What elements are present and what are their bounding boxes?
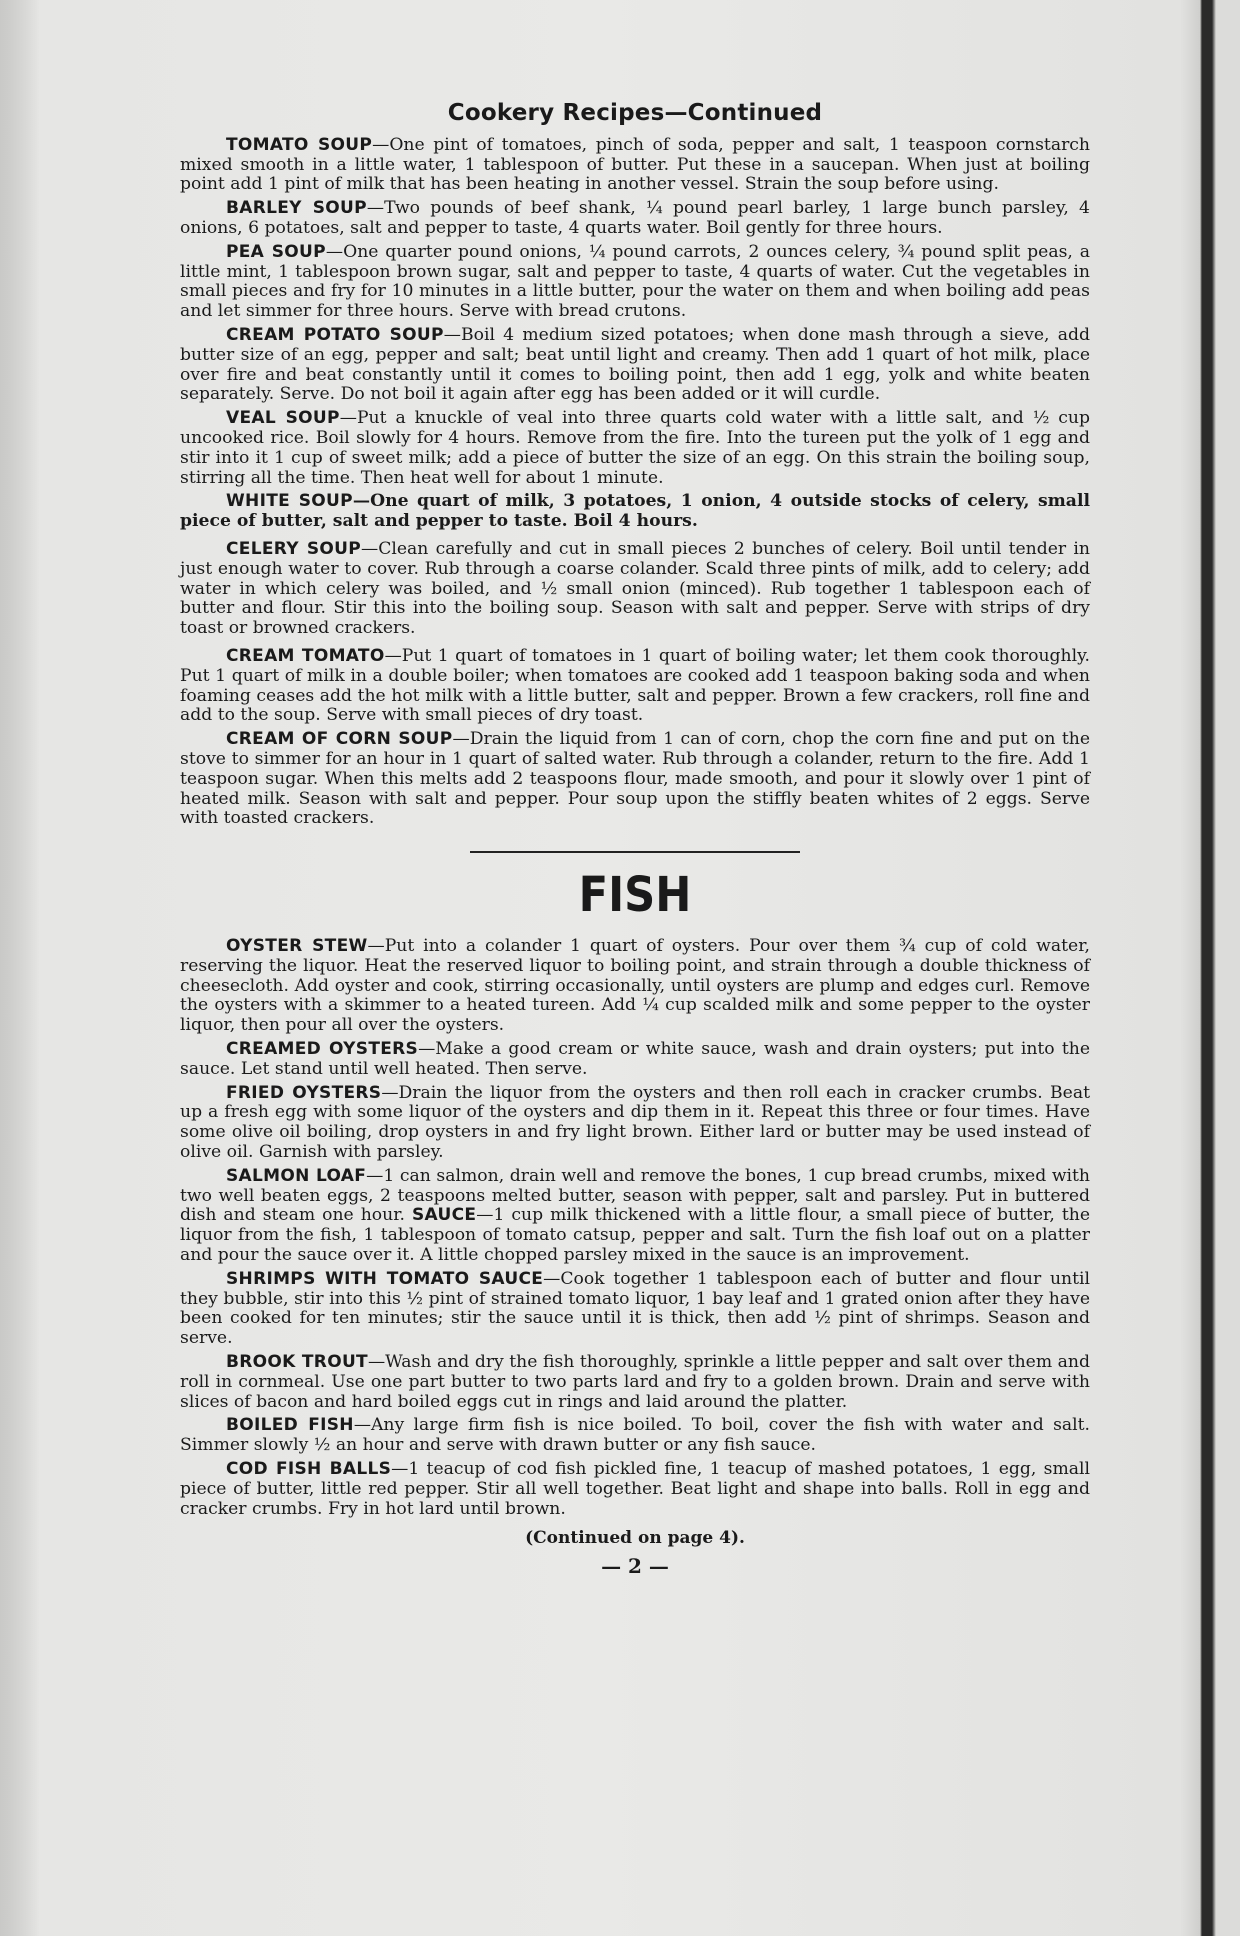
recipe-text: —Drain the liquor from the oysters and then roll each in cracker crumbs. Beat up a fresh egg with some liquor of the oysters and dip them in it. Repeat this three or four times. Have some olive oil boiling, drop oysters in and fry light brown. Either lard or butter may be used instead of olive oil. Garnish with parsley. (180, 1082, 1090, 1163)
recipe-text: —Boil 4 medium sized potatoes; when done mash through a sieve, add butter size of an egg, pepper and salt; beat until light and creamy. Then add 1 quart of hot milk, place over fire and beat constantly until it comes to boiling point, then add 1 egg, yolk and white beaten separately. Serve. Do not boil it again after egg has been added or it will curdle. (180, 324, 1090, 405)
recipe-title: CREAM OF CORN SOUP (226, 729, 453, 750)
recipe-tomato-soup (180, 136, 1090, 195)
recipe-title: SHRIMPS WITH TOMATO SAUCE (226, 1268, 544, 1289)
recipe-veal-soup (180, 409, 1090, 488)
recipe-title: CREAM TOMATO (226, 645, 385, 666)
recipe-title: BARLEY SOUP (226, 198, 367, 219)
recipe-celery-soup (180, 540, 1090, 639)
recipe-creamed-oysters (180, 1040, 1090, 1080)
recipe-cream-tomato (180, 647, 1090, 726)
section-heading-fish: FISH (578, 867, 692, 924)
recipe-title: VEAL SOUP (226, 408, 340, 429)
recipe-title: PEA SOUP (226, 241, 326, 262)
recipe-text: —Put into a colander 1 quart of oysters. Pour over them ¾ cup of cold water, reserving the liquor. Heat the reserved liquor to boiling point, and strain through a double thickness of cheesecloth. Add oyster and cook, stirring occasionally, until oysters are plump and edges curl. Remove the oysters with a skimmer to a heated tureen. Add ¼ cup scalded milk and some pepper to the oyster liquor, then pour all over the oysters. (180, 936, 1090, 1036)
recipe-text: —1 teacup of cod fish pickled fine, 1 teacup of mashed potatoes, 1 egg, small piece of butter, little red pepper. Stir all well together. Beat light and shape into balls. Roll in egg and cracker crumbs. Fry in hot lard until brown. (180, 1459, 1090, 1519)
recipe-title: TOMATO SOUP (226, 134, 373, 155)
recipe-title: WHITE SOUP (226, 491, 353, 512)
recipe-title: FRIED OYSTERS (226, 1082, 382, 1103)
recipe-text: —One quart of milk, 3 potatoes, 1 onion, 4 outside stocks of celery, small piece of butter, salt and pepper to taste. Boil 4 hours. (180, 491, 1091, 532)
page-number: — 2 — (601, 1554, 669, 1579)
recipe-title: SALMON LOAF (226, 1165, 367, 1186)
recipe-cream-of-corn-soup (180, 730, 1090, 829)
recipe-title: CREAMED OYSTERS (226, 1039, 419, 1060)
recipe-cream-potato-soup (180, 326, 1090, 405)
recipe-text: —One quarter pound onions, ¼ pound carrots, 2 ounces celery, ¾ pound split peas, a little mint, 1 tablespoon brown sugar, salt and pepper to taste, 4 quarts of water. Cut the vegetables in small pieces and fry for 10 minutes in a little butter, pour the water on them and when boiling add peas and let simmer for three hours. Serve with bread crutons. (180, 241, 1090, 322)
recipe-title: OYSTER STEW (226, 936, 368, 957)
recipe-fried-oysters (180, 1084, 1090, 1163)
sauce-title: SAUCE (411, 1205, 477, 1226)
recipe-text: —Make a good cream or white sauce, wash and drain oysters; put into the sauce. Let stand until well heated. Then serve. (180, 1039, 1090, 1079)
recipe-text: —Any large firm fish is nice boiled. To boil, cover the fish with water and salt. Simmer slowly ½ an hour and serve with drawn butter or any fish sauce. (180, 1415, 1091, 1456)
section-divider (470, 851, 800, 853)
recipe-text: —Drain the liquid from 1 can of corn, chop the corn fine and put on the stove to simmer for an hour in 1 quart of salted water. Rub through a colander, return to the fire. Add 1 teaspoon sugar. When this melts add 2 teaspoons flour, made smooth, and pour it slowly over 1 pint of heated milk. Season with salt and pepper. Pour soup upon the stiffly beaten whites of 2 eggs. Serve with toasted crackers. (180, 729, 1090, 829)
recipe-text: —Wash and dry the fish thoroughly, sprinkle a little pepper and salt over them and roll in cornmeal. Use one part butter to two parts lard and fry to a golden brown. Drain and serve with slices of bacon and hard boiled eggs cut in rings and laid around the platter. (180, 1352, 1090, 1412)
recipe-boiled-fish (180, 1416, 1090, 1456)
page-heading: Cookery Recipes—Continued (447, 100, 823, 126)
recipe-text: —Put a knuckle of veal into three quarts cold water with a little salt, and ½ cup uncooked rice. Boil slowly for 4 hours. Remove from the fire. Into the tureen put the yolk of 1 egg and stir into it 1 cup of sweet milk; add a piece of butter the size of an egg. On this strain the boiling soup, stirring all the time. Then heat well for about 1 minute. (180, 408, 1090, 488)
recipe-oyster-stew (180, 937, 1090, 1036)
recipe-pea-soup (180, 243, 1090, 322)
sauce-text: —1 cup milk thickened with a little flour, a small piece of butter, the liquor from the fish, 1 tablespoon of tomato catsup, pepper and salt. Turn the fish loaf out on a platter and pour the sauce over it. A little chopped parsley mixed in the sauce is an improvement. (180, 1205, 1090, 1266)
recipe-text: —Clean carefully and cut in small pieces 2 bunches of celery. Boil until tender in just enough water to cover. Rub through a coarse colander. Scald three pints of milk, add to celery; add water in which celery was boiled, and ½ small onion (minced). Rub together 1 tablespoon each of butter and flour. Stir this into the boiling soup. Season with salt and pepper. Serve with strips of dry toast or browned crackers. (180, 538, 1090, 639)
recipe-title: COD FISH BALLS (226, 1459, 392, 1480)
recipe-brook-trout (180, 1353, 1090, 1412)
continued-note: (Continued on page 4). (525, 1528, 745, 1549)
recipe-text: —Two pounds of beef shank, ¼ pound pearl barley, 1 large bunch parsley, 4 onions, 6 potatoes, salt and pepper to taste, 4 quarts water. Boil gently for three hours. (180, 198, 1090, 238)
recipe-barley-soup (180, 199, 1090, 239)
recipe-shrimps-with-tomato-sauce (180, 1270, 1090, 1349)
recipe-text: —Put 1 quart of tomatoes in 1 quart of boiling water; let them cook thoroughly. Put 1 quart of milk in a double boiler; when tomatoes are cooked add 1 teaspoon baking soda and when foaming ceases add the hot milk with a little butter, salt and pepper. Brown a few crackers, roll fine and add to the soup. Serve with small pieces of dry toast. (180, 645, 1090, 726)
recipe-text: —One pint of tomatoes, pinch of soda, pepper and salt, 1 teaspoon cornstarch mixed smooth in a little water, 1 tablespoon of butter. Put these in a saucepan. When just at boiling point add 1 pint of milk that has been heating in another vessel. Strain the soup before using. (180, 134, 1090, 195)
recipe-white-soup (180, 492, 1090, 532)
recipe-title: BROOK TROUT (226, 1352, 368, 1373)
recipe-salmon-loaf (180, 1167, 1090, 1266)
recipe-cod-fish-balls (180, 1460, 1090, 1519)
page-content (180, 100, 1091, 1579)
recipe-title: CELERY SOUP (226, 538, 362, 559)
recipe-title: BOILED FISH (226, 1415, 354, 1436)
recipe-text: —1 can salmon, drain well and remove the bones, 1 cup bread crumbs, mixed with two well beaten eggs, 2 teaspoons melted butter, season with pepper, salt and parsley. Put in buttered dish and steam one hour. (180, 1165, 1090, 1226)
recipe-text: —Cook together 1 tablespoon each of butter and flour until they bubble, stir into this ½ pint of strained tomato liquor, 1 bay leaf and 1 grated onion after they have been cooked for ten minutes; stir the sauce until it is thick, then add ½ pint of shrimps. Season and serve. (180, 1268, 1090, 1349)
recipe-title: CREAM POTATO SOUP (226, 324, 444, 345)
